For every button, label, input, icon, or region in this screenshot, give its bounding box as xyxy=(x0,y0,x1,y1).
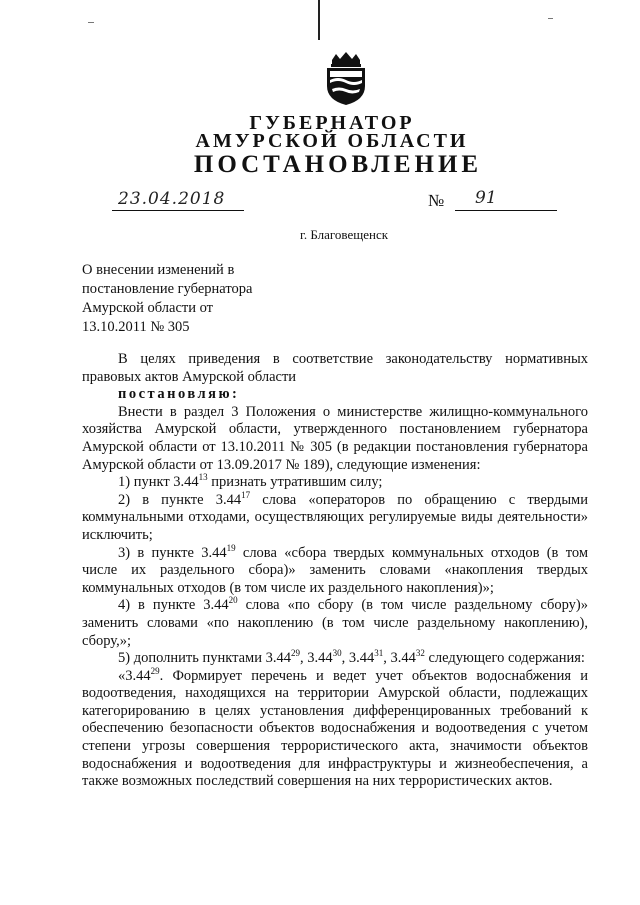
date-field xyxy=(112,189,244,211)
coat-of-arms-icon xyxy=(324,52,368,106)
number-field xyxy=(455,188,557,211)
amendment-item-4: 4) в пункте 3.44$^{20}$ слова «по сбору (в том числе раздельному сбору)» заменить словами «по накоплению (в том числе раздельному накоплению), сбору,»; xyxy=(82,595,588,649)
preamble-paragraph: В целях приведения в соответствие законодательству нормативных правовых актов Амурской области xyxy=(82,351,588,385)
resolve-word: постановляю: xyxy=(118,386,240,403)
handwritten-number: 91 xyxy=(475,188,497,208)
issuer-title: ГУБЕРНАТОР xyxy=(249,112,415,134)
subject-line: 13.10.2011 № 305 xyxy=(82,319,190,335)
amendment-item-2: 2) в пункте 3.44$^{17}$ слова «операторов по обращению с твердыми коммунальными отходами, осуществляющих регулируемые виды деятельности» исключить; xyxy=(82,489,588,543)
city-line: г. Благовещенск xyxy=(299,227,389,242)
number-label: № xyxy=(428,191,445,210)
quoted-clause: «3.44$^{29}$. Формирует перечень и ведет учет объектов водоснабжения и водоотведения, находящихся на территории Амурской области, подлежащих категорированию в целях установления дифференцированных требований к обеспечению безопасности объектов водоснабжения и водоотведения с учетом степени угрозы совершения террористического акта, значимости объектов водоснабжения и водоотведения для инфраструктуры и жизнеобеспечения, а также возможных последствий совершения на них террористических актов. xyxy=(82,665,588,790)
amendment-item-5: 5) дополнить пунктами 3.44$^{29}$, 3.44$^{30}$, 3.44$^{31}$, 3.44$^{32}$ следующего содержания: xyxy=(118,648,585,667)
scan-artifact-line xyxy=(318,0,320,40)
region-title: АМУРСКОЙ ОБЛАСТИ xyxy=(195,130,469,152)
amendment-item-1: 1) пункт 3.44$^{13}$ признать утратившим силу; xyxy=(118,472,383,491)
scan-artifact-mark xyxy=(548,18,553,19)
scan-artifact-mark xyxy=(88,22,94,23)
amendment-item-3: 3) в пункте 3.44$^{19}$ слова «сбора твердых коммунальных отходов (в том числе их раздельного сбора)» заменить словами «накопления твердых коммунальных отходов (в том числе их раздельного накопления)»; xyxy=(82,542,588,596)
subject-line: постановление губернатора xyxy=(82,281,253,297)
handwritten-date: 23.04.2018 xyxy=(118,189,226,209)
subject-line: Амурской области от xyxy=(82,300,214,316)
document-type-title: ПОСТАНОВЛЕНИЕ xyxy=(193,151,483,178)
document-body xyxy=(82,351,588,791)
document-subject xyxy=(82,261,322,337)
intro-paragraph: Внести в раздел 3 Положения о министерстве жилищно-коммунального хозяйства Амурской области, утвержденного постановлением губернатора Амурской области от 13.10.2011 № 305 (в редакции постановления губернатора Амурской области от 13.09.2017 № 189), следующие изменения: xyxy=(82,403,588,473)
subject-line: О внесении изменений в xyxy=(82,262,235,278)
